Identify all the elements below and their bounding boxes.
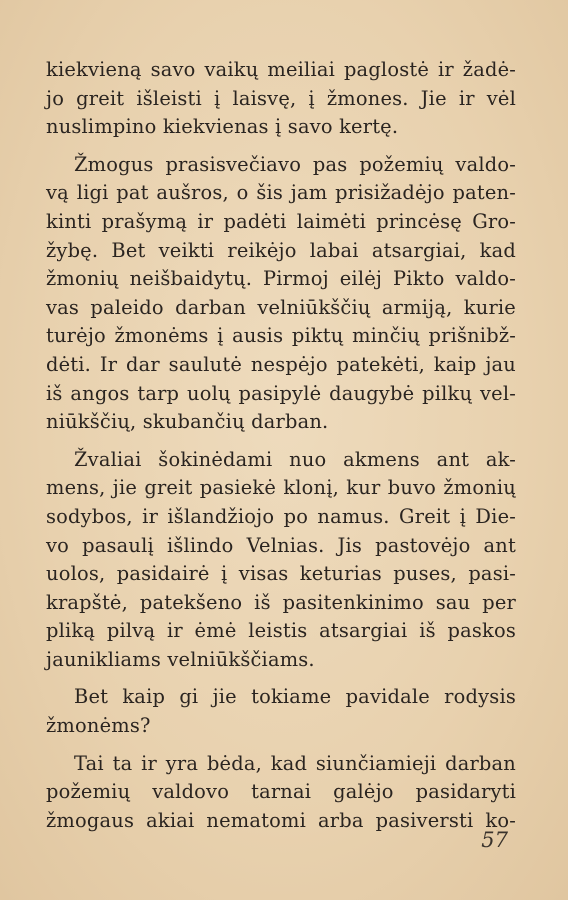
text-line: turėjo žmonėms į ausis piktų minčių prišnibž-	[46, 324, 516, 348]
text-line: Žvaliai šokinėdami nuo akmens ant ak-	[74, 447, 516, 471]
page-number: 57	[481, 828, 508, 852]
text-line: dėti. Ir dar saulutė nespėjo patekėti, kaip jau	[46, 352, 516, 376]
text-line: iš angos tarp uolų pasipylė daugybė pilkų vel-	[46, 381, 516, 405]
body-text	[46, 56, 516, 844]
text-line: mens, jie greit pasiekė klonį, kur buvo žmonių	[46, 476, 516, 500]
text-line: krapštė, patekšeno iš pasitenkinimo sau per	[46, 590, 516, 614]
paragraph-4	[46, 683, 516, 740]
text-line: Bet kaip gi jie tokiame pavidale rodysis	[74, 685, 516, 709]
text-line: požemių valdovo tarnai galėjo pasidaryti	[46, 780, 516, 804]
text-line: jaunikliams velniūkščiams.	[46, 647, 315, 671]
paragraph-3	[46, 446, 516, 675]
paragraph-2	[46, 151, 516, 437]
text-line: jo greit išleisti į laisvę, į žmones. Jie ir vėl	[46, 86, 516, 110]
text-line: Žmogus prasisvečiavo pas požemių valdo-	[74, 152, 516, 176]
text-line: niūkščių, skubančių darban.	[46, 410, 329, 434]
text-line: žmonėms?	[46, 714, 151, 738]
text-line: žmogaus akiai nematomi arba pasiversti ko-	[46, 808, 516, 832]
text-line: sodybos, ir išlandžiojo po namus. Greit į Die-	[46, 504, 516, 528]
text-line: žybę. Bet veikti reikėjo labai atsargiai, kad	[46, 238, 516, 262]
text-line: kiekvieną savo vaikų meiliai paglostė ir žadė-	[46, 58, 516, 81]
text-line: vo pasaulį išlindo Velnias. Jis pastovėjo ant	[46, 533, 516, 557]
paragraph-1	[46, 56, 516, 142]
text-line: kinti prašymą ir padėti laimėti princėsę Gro-	[46, 209, 516, 233]
text-line: vas paleido darban velniūkščių armiją, kurie	[46, 295, 516, 319]
paragraph-5	[46, 750, 516, 836]
text-line: nuslimpino kiekvienas į savo kertę.	[46, 115, 399, 139]
text-line: uolos, pasidairė į visas keturias puses, pasi-	[46, 562, 516, 586]
text-line: žmonių neišbaidytų. Pirmoj eilėj Pikto valdo-	[46, 267, 516, 291]
text-line: vą ligi pat aušros, o šis jam prisižadėjo paten-	[46, 181, 516, 205]
text-line: pliką pilvą ir ėmė leistis atsargiai iš paskos	[46, 619, 516, 643]
text-line: Tai ta ir yra bėda, kad siunčiamieji darban	[74, 751, 516, 775]
